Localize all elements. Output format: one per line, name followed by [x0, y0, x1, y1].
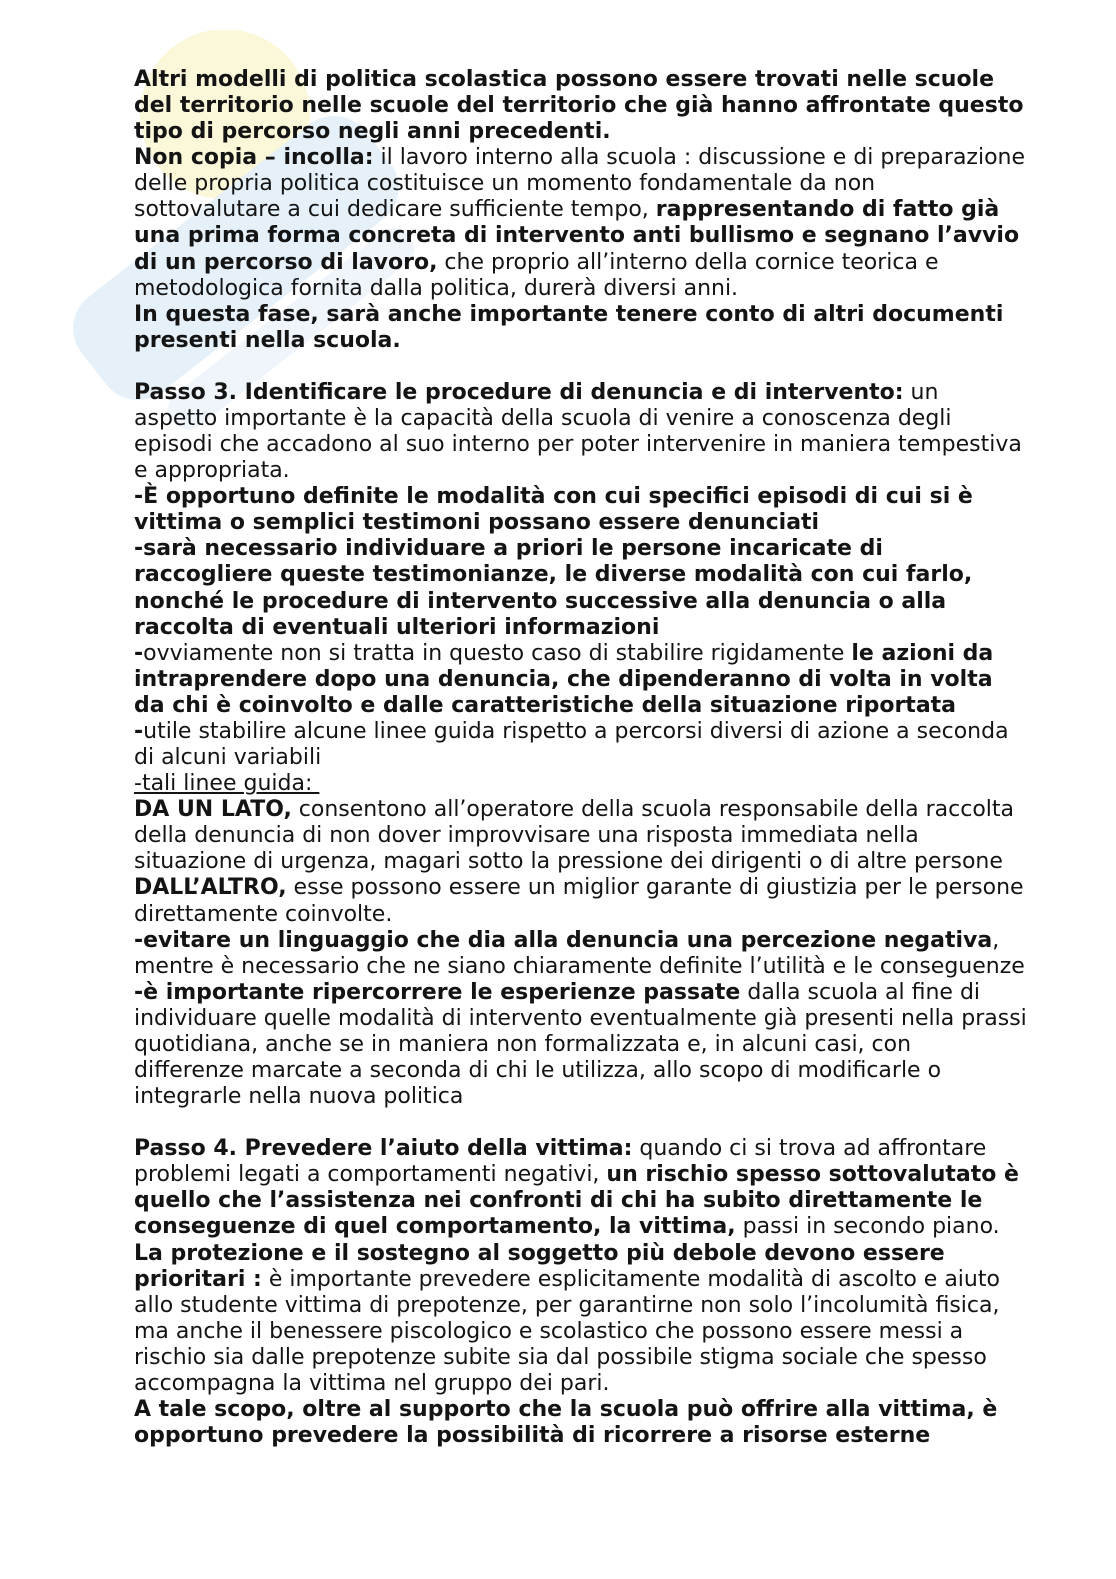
text-run: un aspetto importante è la capacità della scuola di venire a conoscenza degli episodi che accadono al suo interno per poter intervenire in maniera tempestiva e appropriata. — [134, 379, 1022, 484]
text-run-bold: -è importante ripercorrere le esperienze passate — [134, 979, 741, 1005]
text-run-bold: un rischio spesso sottovalutato è quello che l’assistenza nei confronti di chi ha subito direttamente le conseguenze di quel comportamento, la vittima, — [134, 1162, 1019, 1240]
text-run-bold: DALL’ALTRO, — [134, 875, 287, 901]
text-run-bold: -evitare un linguaggio che dia alla denuncia una percezione negativa — [134, 927, 993, 953]
text-run-bold: A tale scopo, oltre al supporto che la scuola può offrire alla vittima, è opportuno prevedere la possibilità di ricorrere a risorse esterne — [134, 1396, 998, 1449]
text-run: passi in secondo piano. — [735, 1214, 1000, 1240]
bullet-opportuno-definire — [134, 484, 1094, 536]
text-run-bold: -sarà necessario individuare a priori le persone incaricate di raccogliere queste testimonianze, le diverse modalità con cui farlo, nonché le procedure di intervento successive alla denuncia o alla raccolta di eventuali ulteriori informazioni — [134, 536, 973, 640]
bullet-ripercorrere-esperienze — [134, 980, 1094, 1110]
text-run: utile stabilire alcune linee guida rispetto a percorsi diversi di azione a seconda di alcuni variabili — [134, 718, 1009, 771]
paragraph-passo-4 — [134, 1136, 1094, 1240]
passo-4-heading: Passo 4. Prevedere l’aiuto della vittima: — [134, 1136, 633, 1162]
bullet-evitare-linguaggio — [134, 928, 1094, 980]
text-run: che proprio all’interno della cornice teorica e metodologica fornita dalla politica, durerà diversi anni. — [134, 249, 939, 301]
text-run-bold: le azioni da intraprendere dopo una denuncia, che dipenderanno di volta in volta da chi è coinvolto e dalle caratteristiche della situazione riportata — [134, 640, 994, 718]
text-run-bold: DA UN LATO, — [134, 797, 292, 823]
text-run-bold: rappresentando di fatto già una prima forma concreta di intervento anti bullismo e segnano l’avvio di un percorso di lavoro, — [134, 197, 1020, 275]
paragraph-non-copia-incolla — [134, 145, 1094, 301]
text-run: il lavoro interno alla scuola : discussione e di preparazione delle propria politica costituisce un momento fondamentale da non sottovalutare a cui dedicare sufficiente tempo, — [134, 145, 1026, 223]
text-run-bold: La protezione e il sostegno al soggetto più debole devono essere prioritari : — [134, 1240, 945, 1292]
text-run-bold: In questa fase, sarà anche importante tenere conto di altri documenti presenti nella scuola. — [134, 301, 1004, 353]
text-run-bold: Non copia – incolla: — [134, 145, 374, 171]
bullet-utile-stabilire — [134, 719, 1094, 771]
text-run: ovviamente non si tratta in questo caso di stabilire rigidamente — [143, 640, 852, 666]
text-run: esse possono essere un miglior garante di giustizia per le persone direttamente coinvolte. — [134, 875, 1024, 927]
paragraph-in-questa-fase — [134, 302, 1094, 354]
passo-3-heading: Passo 3. Identificare le procedure di denuncia e di intervento: — [134, 379, 904, 405]
bullet-sara-necessario — [134, 536, 1094, 640]
bullet-ovviamente — [134, 641, 1094, 719]
text-run: è importante prevedere esplicitamente modalità di ascolto e aiuto allo studente vittima di prepotenze, per garantirne non solo l’incolumità fisica, ma anche il benessere piscologico e scolastico che possono essere messi a rischio sia dalle prepotenze subite sia dal possibile stigma sociale che spesso accompagna la vittima nel gruppo dei pari. — [134, 1266, 1000, 1396]
paragraph-risorse-esterne — [134, 1397, 1094, 1449]
text-run: quando ci si trova ad affrontare problemi legati a comportamenti negativi, — [134, 1136, 987, 1188]
blank-line — [134, 354, 1094, 380]
bullet-dash: - — [134, 640, 144, 666]
paragraph-protezione-sostegno — [134, 1241, 1094, 1397]
text-run: , mentre è necessario che ne siano chiaramente definite l’utilità e le conseguenze — [134, 927, 1025, 979]
blank-line — [134, 1110, 1094, 1136]
paragraph-altri-modelli — [134, 67, 1094, 145]
text-run-bold: Altri modelli di politica scolastica possono essere trovati nelle scuole del territorio nelle scuole del territorio che già hanno affrontate questo tipo di percorso negli anni precedenti. — [134, 67, 1024, 145]
underlined-text: -tali linee guida: — [134, 771, 320, 797]
text-run: consentono all’operatore della scuola responsabile della raccolta della denuncia di non dover improvvisare una risposta immediata nella situazione di urgenza, magari sotto la pressione dei dirigenti o di altre persone — [134, 797, 1015, 875]
paragraph-passo-3 — [134, 380, 1094, 484]
text-run: dalla scuola al fine di individuare quelle modalità di intervento eventualmente già presenti nella prassi quotidiana, anche se in maniera non formalizzata e, in alcuni casi, con differenze marcate a seconda di chi le utilizza, allo scopo di modificarle o integrarle nella nuova politica — [134, 979, 1027, 1110]
bullet-dash: - — [134, 718, 144, 744]
bullet-tali-linee-guida — [134, 771, 1094, 797]
paragraph-dall-altro — [134, 875, 1094, 927]
text-run-bold: -È opportuno definite le modalità con cui specifici episodi di cui si è vittima o semplici testimoni possano essere denunciati — [134, 484, 973, 536]
paragraph-da-un-lato — [134, 797, 1094, 875]
document-body — [134, 67, 1094, 1449]
